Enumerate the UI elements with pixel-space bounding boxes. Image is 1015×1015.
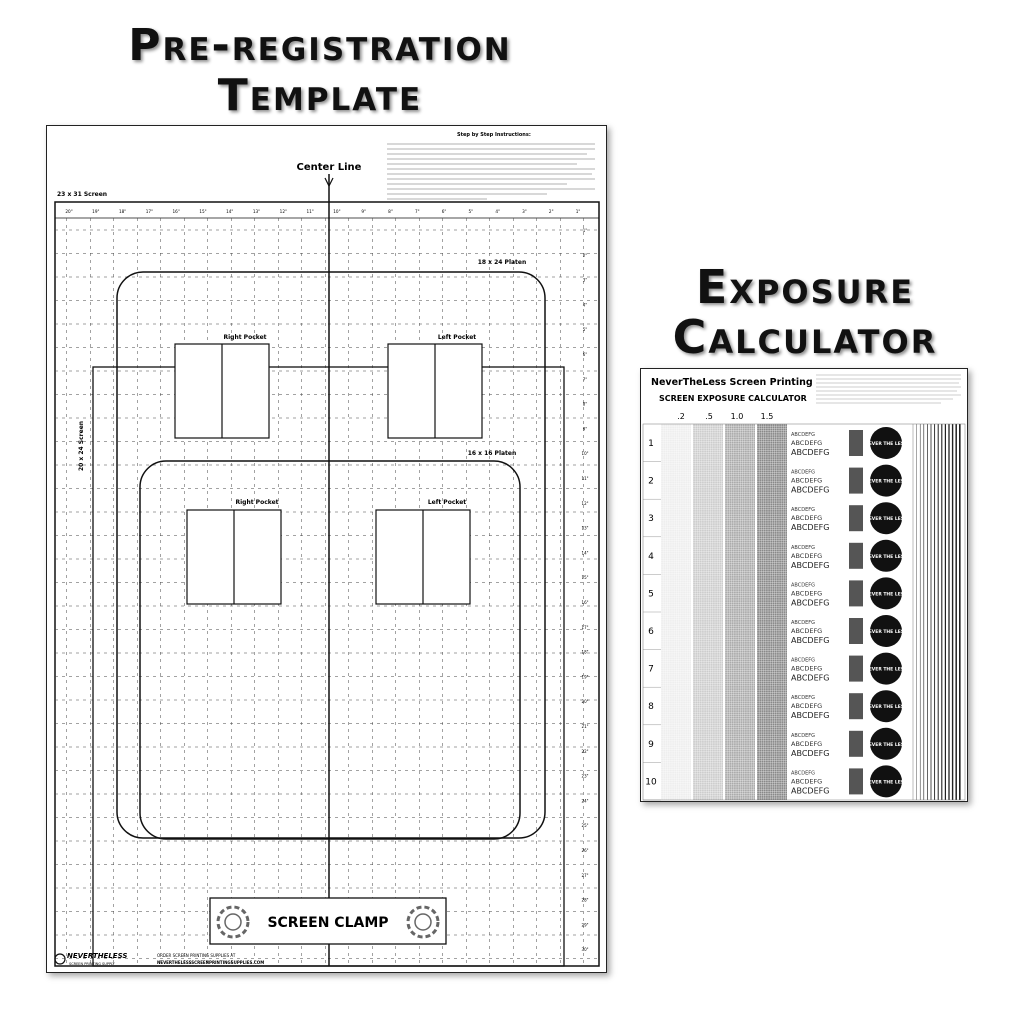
template-title-line2: Template [217,70,423,121]
order-line: ORDER SCREEN PRINTING SUPPLIES AT [157,953,236,958]
exposure-column-label: .5 [705,412,713,421]
sample-text-small: ABCDEFG [791,469,816,476]
side-ruler-label: 22" [581,748,589,754]
side-ruler-label: 24" [581,798,589,804]
screen-20x24-label: 20 x 24 Screen [78,420,85,472]
badge-text: NEVER THE LESS [864,780,908,786]
sample-text-large: ABCDEFG [791,448,830,457]
side-ruler-label: 1" [582,228,588,233]
ruler-label: 19" [92,209,100,214]
exposure-row-label: 10 [645,777,657,788]
side-ruler-label: 27" [581,872,589,878]
sample-text-small: ABCDEFG [791,507,816,514]
gradient-sample [849,693,863,719]
sample-text-large: ABCDEFG [791,673,830,683]
side-ruler-label: 30" [581,947,589,953]
exposure-row-label: 6 [648,627,654,637]
calc-body [643,424,965,800]
top-ruler [65,209,580,214]
side-ruler-label: 9" [582,426,588,432]
calc-column-headers [677,412,773,421]
left-pocket-label-lower: Left Pocket [427,499,467,506]
sample-text-small: ABCDEFG [791,695,816,702]
template-drawing [47,126,606,972]
gradient-sample [849,580,863,606]
screen-size-label: 23 x 31 Screen [57,191,108,198]
ruler-label: 14" [226,209,234,214]
side-ruler-label: 26" [581,848,589,853]
calculator-title-line1: Exposure [695,260,915,314]
side-ruler-label: 13" [581,525,589,531]
platen-16x16-label: 16 x 16 Platen [467,450,517,457]
exposure-column-label: .2 [677,412,685,421]
side-ruler-label: 29" [581,922,589,928]
sample-text-medium: ABCDEFG [791,777,823,786]
left-pocket-label-upper: Left Pocket [437,334,477,341]
sample-text-small: ABCDEFG [791,770,816,777]
sample-text-medium: ABCDEFG [791,551,823,560]
exposure-row-label: 3 [648,514,654,525]
sample-text-large: ABCDEFG [791,560,830,570]
side-ruler-label: 4" [582,302,588,308]
badge-text: NEVER THE LESS [864,742,908,748]
sample-text-large: ABCDEFG [791,636,830,645]
sample-text-small: ABCDEFG [791,620,816,626]
sample-text-medium: ABCDEFG [791,514,823,523]
calc-subtitle: SCREEN EXPOSURE CALCULATOR [659,394,807,403]
exposure-row-label: 5 [648,589,654,600]
gradient-sample [849,468,863,494]
sample-text-medium: ABCDEFG [791,589,823,598]
ruler-label: 8" [388,209,393,214]
pre-registration-template-sheet [46,125,607,973]
sample-text-medium: ABCDEFG [791,702,823,711]
badge-text: NEVER THE LESS [864,592,908,598]
side-ruler-label: 25" [581,823,589,829]
exposure-calculator-sheet [640,368,968,802]
sample-text-large: ABCDEFG [791,523,830,533]
badge-text: NEVER THE LESS [864,630,908,635]
ruler-label: 7" [414,209,420,214]
calculator-drawing [641,369,967,801]
ruler-label: 17" [145,209,154,214]
instructions-text-lines [387,144,595,199]
calc-brand-line: NeverTheLess Screen Printing [651,377,813,388]
badge-text: NEVER THE LESS [864,667,908,673]
ruler-label: 20" [65,209,73,214]
sample-text-large: ABCDEFG [791,711,830,721]
side-ruler-label: 11" [581,476,589,481]
brand-name: NEVERTHELESS [67,952,128,960]
side-ruler-label: 15" [581,575,589,581]
screen-23x31-outline [55,202,599,966]
gradient-sample [849,618,863,644]
gradient-sample [849,505,863,531]
ruler-label: 15" [199,209,207,214]
template-footer [55,952,264,966]
exposure-row-label: 7 [648,664,654,675]
side-ruler-label: 3" [582,277,588,283]
calc-instruction-lines [816,375,961,403]
ruler-label: 3" [522,209,527,214]
exposure-row-label: 4 [648,551,654,562]
exposure-row-label: 9 [648,739,654,750]
side-ruler-label: 14" [581,550,589,556]
badge-text: NEVER THE LESS [864,479,908,485]
sample-text-medium: ABCDEFG [791,627,823,635]
ruler-label: 1" [575,209,581,214]
gradient-sample [849,656,863,682]
ruler-label: 10" [333,209,341,214]
exposure-row-label: 1 [648,439,654,449]
screen-clamp [210,898,446,944]
ruler-label: 4" [495,209,500,214]
side-ruler-label: 18" [581,649,589,655]
ruler-label: 13" [252,209,261,214]
side-ruler-label: 7" [582,376,588,382]
side-ruler [582,228,589,952]
right-pocket-label-lower: Right Pocket [235,499,279,506]
right-pocket-label-upper: Right Pocket [223,334,267,341]
side-ruler-label: 2" [582,252,588,258]
dotted-grid [55,218,599,966]
ruler-label: 18" [118,209,127,214]
sample-text-small: ABCDEFG [791,657,816,664]
brand-logo-icon [55,954,65,964]
side-ruler-label: 8" [582,401,588,407]
side-ruler-label: 20" [581,699,589,705]
sample-text-medium: ABCDEFG [791,664,823,673]
side-ruler-label: 19" [581,674,589,680]
instructions-title: Step by Step Instructions: [457,132,531,138]
screen-clamp-label: SCREEN CLAMP [267,915,389,931]
side-ruler-label: 16" [581,600,589,605]
sample-text-small: ABCDEFG [791,544,816,551]
center-line-label: Center Line [296,162,362,173]
ruler-label: 12" [279,209,287,214]
calculator-title-line2: Calculator [672,310,938,364]
sample-text-large: ABCDEFG [791,598,830,608]
sample-text-large: ABCDEFG [791,748,830,758]
platen-18x24-label: 18 x 24 Platen [477,259,527,266]
side-ruler-label: 21" [581,724,589,729]
ruler-label: 6" [441,209,447,214]
sample-text-small: ABCDEFG [791,582,816,589]
side-ruler-label: 6" [582,352,588,357]
template-title-line1: Pre-registration [128,20,512,71]
website: NEVERTHELESSSCREENPRINTINGSUPPLIES.COM [157,960,265,965]
ruler-label: 11" [306,209,314,214]
ruler-label: 5" [468,209,474,214]
sample-text-medium: ABCDEFG [791,739,823,748]
brand-sub: SCREEN PRINTING SUPPLY [69,962,115,966]
gradient-sample [849,543,863,569]
exposure-column-label: 1.0 [730,412,744,421]
sample-text-large: ABCDEFG [791,485,830,495]
badge-text: NEVER THE LESS [864,705,908,711]
exposure-column-label: 1.5 [760,412,774,421]
badge-text: NEVER THE LESS [864,517,908,523]
badge-text: NEVER THE LESS [864,554,908,560]
gradient-sample [849,430,863,456]
side-ruler-label: 12" [581,500,589,506]
sample-text-medium: ABCDEFG [791,439,823,447]
ruler-label: 16" [172,209,180,214]
sample-text-medium: ABCDEFG [791,476,823,485]
gradient-sample [849,731,863,757]
gradient-sample [849,768,863,794]
exposure-row-label: 2 [648,476,654,487]
sample-text-large: ABCDEFG [791,786,830,796]
sample-text-small: ABCDEFG [791,432,816,438]
side-ruler-label: 17" [581,624,589,630]
side-ruler-label: 23" [581,773,589,779]
exposure-row-label: 8 [648,702,654,713]
side-ruler-label: 5" [582,327,588,333]
ruler-label: 2" [548,209,554,214]
side-ruler-label: 28" [581,897,589,903]
side-ruler-label: 10" [581,451,589,457]
badge-text: NEVER THE LESS [864,442,908,447]
ruler-label: 9" [361,209,366,214]
sample-text-small: ABCDEFG [791,732,816,739]
